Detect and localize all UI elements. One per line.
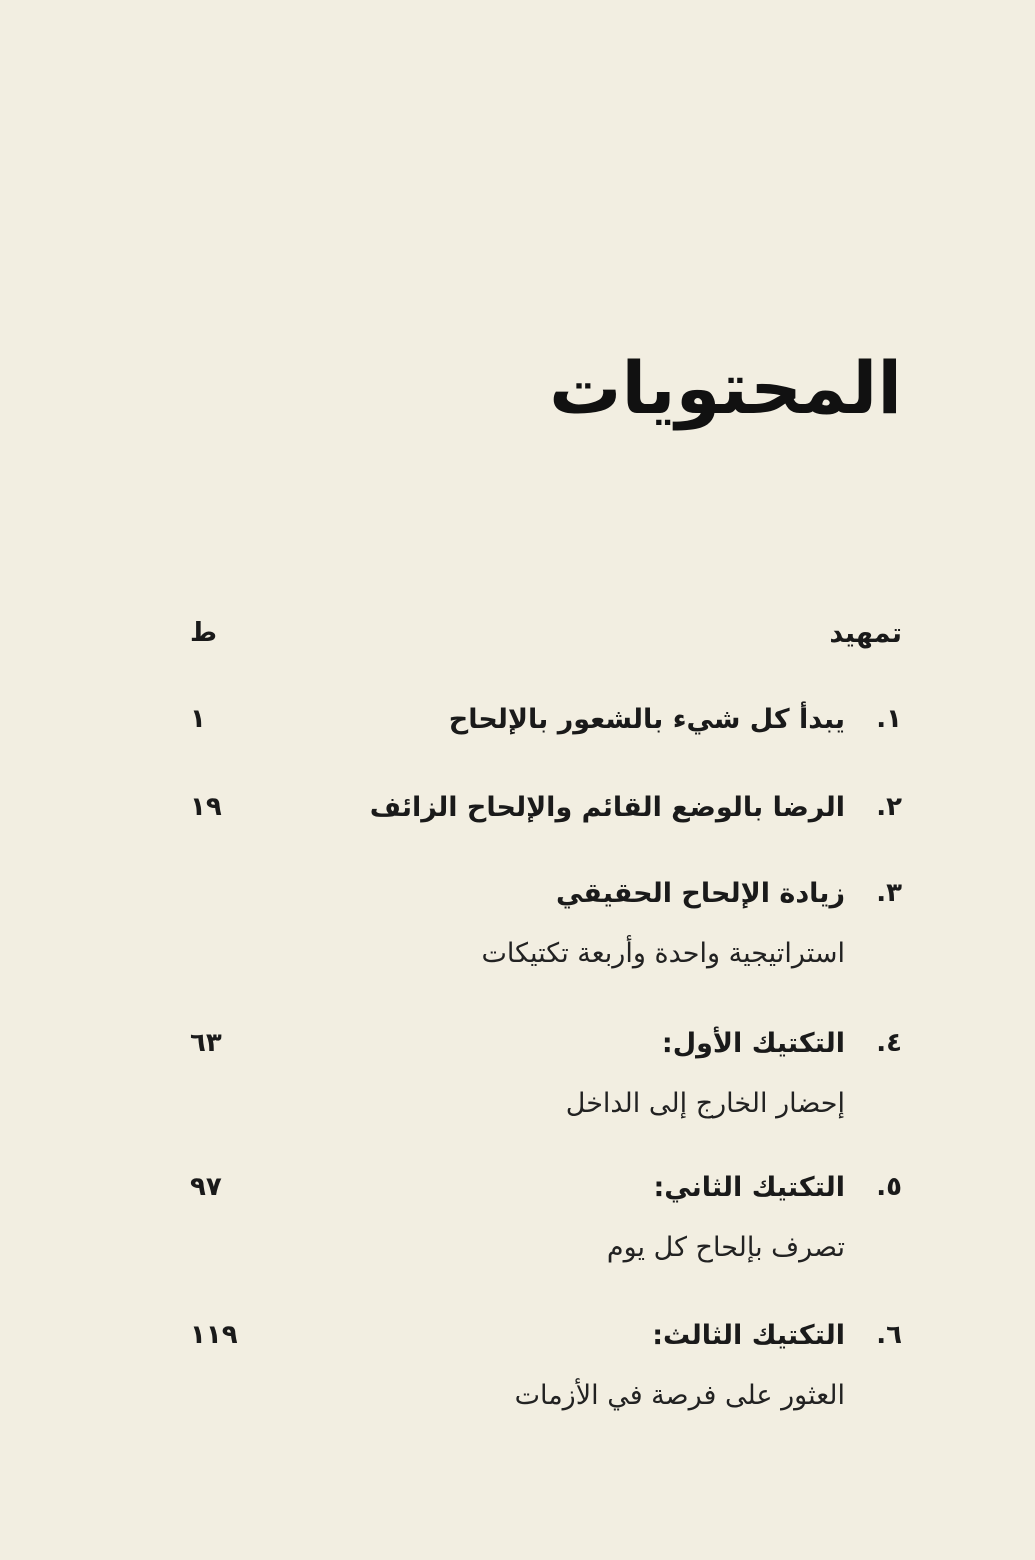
toc-page-number: ١ bbox=[190, 704, 206, 734]
toc-heading: التكتيك الثالث: bbox=[652, 1320, 845, 1351]
toc-page-number: ط bbox=[190, 618, 218, 648]
toc-subtitle: العثور على فرصة في الأزمات bbox=[514, 1380, 845, 1411]
toc-heading: التكتيك الثاني: bbox=[653, 1172, 845, 1203]
toc-heading: تمهيد bbox=[829, 618, 902, 649]
toc-heading: زيادة الإلحاح الحقيقي bbox=[555, 878, 845, 909]
toc-heading: يبدأ كل شيء بالشعور بالإلحاح bbox=[448, 704, 845, 735]
toc-chapter-number: ٥. bbox=[876, 1172, 902, 1202]
toc-page-number: ٦٣ bbox=[190, 1028, 222, 1058]
toc-subtitle: تصرف بإلحاح كل يوم bbox=[606, 1232, 845, 1263]
toc-chapter-number: ٢. bbox=[876, 792, 902, 822]
toc-chapter-number: ٣. bbox=[876, 878, 902, 908]
toc-page-number: ٩٧ bbox=[190, 1172, 222, 1202]
toc-page-number: ١٩ bbox=[190, 792, 222, 822]
toc-chapter-number: ٦. bbox=[876, 1320, 902, 1350]
toc-heading: التكتيك الأول: bbox=[661, 1028, 845, 1059]
page-title: المحتويات bbox=[549, 346, 902, 430]
toc-subtitle: استراتيجية واحدة وأربعة تكتيكات bbox=[481, 938, 845, 969]
toc-heading: الرضا بالوضع القائم والإلحاح الزائف bbox=[369, 792, 845, 823]
toc-subtitle: إحضار الخارج إلى الداخل bbox=[565, 1088, 845, 1119]
toc-chapter-number: ١. bbox=[876, 704, 902, 734]
toc-chapter-number: ٤. bbox=[876, 1028, 902, 1058]
toc-page-number: ١١٩ bbox=[190, 1320, 238, 1350]
